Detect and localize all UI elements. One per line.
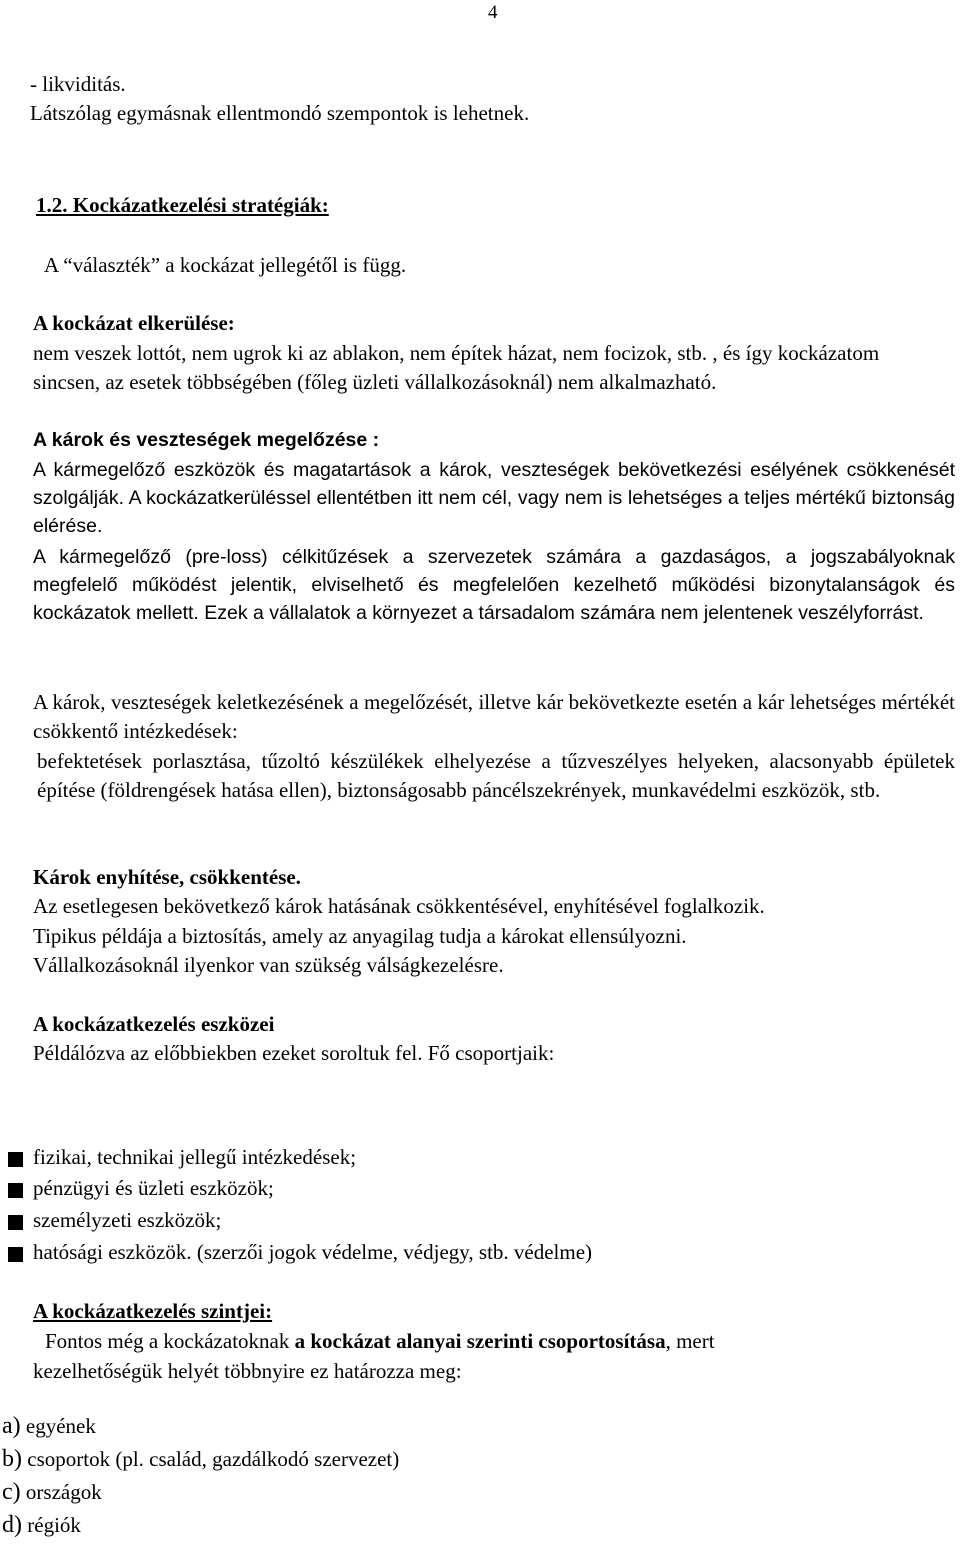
levels-text-post: , mert xyxy=(665,1329,715,1353)
intro-line-2: Látszólag egymásnak ellentmondó szempontok is lehetnek. xyxy=(30,101,530,125)
list-marker: a) xyxy=(2,1413,21,1439)
tools-heading: A kockázatkezelés eszközei xyxy=(33,1012,275,1036)
list-item xyxy=(2,1446,399,1473)
list-marker: c) xyxy=(2,1479,21,1505)
prevention-text-1: A kármegelőző eszközök és magatartások a károk, veszteségek bekövetkezési esélyének csökkenését szolgálják. A kockázatkerüléssel ellentétben itt nem cél, vagy nem is lehetséges a teljes mértékű biztonság elérése. xyxy=(33,459,955,537)
levels-heading: A kockázatkezelés szintjei: xyxy=(33,1299,273,1323)
list-item: személyzeti eszközök; xyxy=(33,1208,222,1232)
list-item xyxy=(2,1413,96,1440)
measures-text-1: A károk, veszteségek keletkezésének a megelőzését, illetve kár bekövetkezte esetén a kár lehetséges mértékét csökkentő intézkedések: xyxy=(33,690,955,743)
mitigation-line-1: Az esetlegesen bekövetkező károk hatásának csökkentésével, enyhítésével foglalkozik. xyxy=(33,894,765,918)
avoidance-heading: A kockázat elkerülése: xyxy=(33,311,235,335)
levels-line-2: kezelhetőségük helyét többnyire ez határozza meg: xyxy=(33,1359,462,1383)
list-item-label: országok xyxy=(25,1480,102,1504)
list-marker: d) xyxy=(2,1512,22,1538)
list-item: hatósági eszközök. (szerzői jogok védelme, védjegy, stb. védelme) xyxy=(33,1240,593,1264)
measures-text-2: befektetések porlasztása, tűzoltó készülékek elhelyezése a tűzveszélyes helyeken, alacsonyabb épületek építése (földrengések hatása ellen), biztonságosabb páncélszekrények, munkavédelmi eszközök, stb. xyxy=(37,749,955,802)
section-heading: 1.2. Kockázatkezelési stratégiák: xyxy=(36,193,329,217)
square-bullet-icon xyxy=(8,1247,23,1262)
mitigation-line-3: Vállalkozásoknál ilyenkor van szükség válságkezelésre. xyxy=(33,953,504,977)
mitigation-heading: Károk enyhítése, csökkentése. xyxy=(33,865,301,889)
prevention-text-2: A kármegelőző (pre-loss) célkitűzések a szervezetek számára a gazdaságos, a jogszabályoknak megfelelő működést jelentik, elviselhető és megfelelően kezelhető működési bizonytalanságok és kockázatok mellett. Ezek a vállalatok a környezet a társadalom számára nem jelentenek veszélyforrást. xyxy=(33,546,955,624)
list-item-label: egyének xyxy=(25,1414,96,1438)
intro-line-1: - likviditás. xyxy=(30,72,126,96)
levels-text-bold: a kockázat alanyai szerinti csoportosítása xyxy=(294,1329,666,1353)
list-marker: b) xyxy=(2,1446,22,1472)
avoidance-text: nem veszek lottót, nem ugrok ki az ablakon, nem építek házat, nem focizok, stb. , és így kockázatom sincsen, az esetek többségében (főleg üzleti vállalkozásoknál) nem alkalmazható. xyxy=(33,341,880,394)
prevention-heading: A károk és veszteségek megelőzése : xyxy=(33,429,380,451)
list-item xyxy=(2,1479,102,1506)
list-item xyxy=(2,1512,81,1539)
levels-text-pre: Fontos még a kockázatoknak xyxy=(45,1329,295,1353)
page-number: 4 xyxy=(488,2,498,23)
list-item: fizikai, technikai jellegű intézkedések; xyxy=(33,1145,357,1169)
square-bullet-icon xyxy=(8,1152,23,1167)
tools-text: Példálózva az előbbiekben ezeket soroltuk fel. Fő csoportjaik: xyxy=(33,1041,555,1065)
list-item-label: csoportok (pl. család, gazdálkodó szervezet) xyxy=(27,1447,400,1471)
square-bullet-icon xyxy=(8,1183,23,1198)
levels-text xyxy=(45,1329,715,1354)
square-bullet-icon xyxy=(8,1215,23,1230)
mitigation-line-2: Tipikus példája a biztosítás, amely az anyagilag tudja a károkat ellensúlyozni. xyxy=(33,924,687,948)
section-subtitle: A “választék” a kockázat jellegétől is függ. xyxy=(44,253,407,277)
list-item-label: régiók xyxy=(27,1513,81,1537)
list-item: pénzügyi és üzleti eszközök; xyxy=(33,1176,274,1200)
